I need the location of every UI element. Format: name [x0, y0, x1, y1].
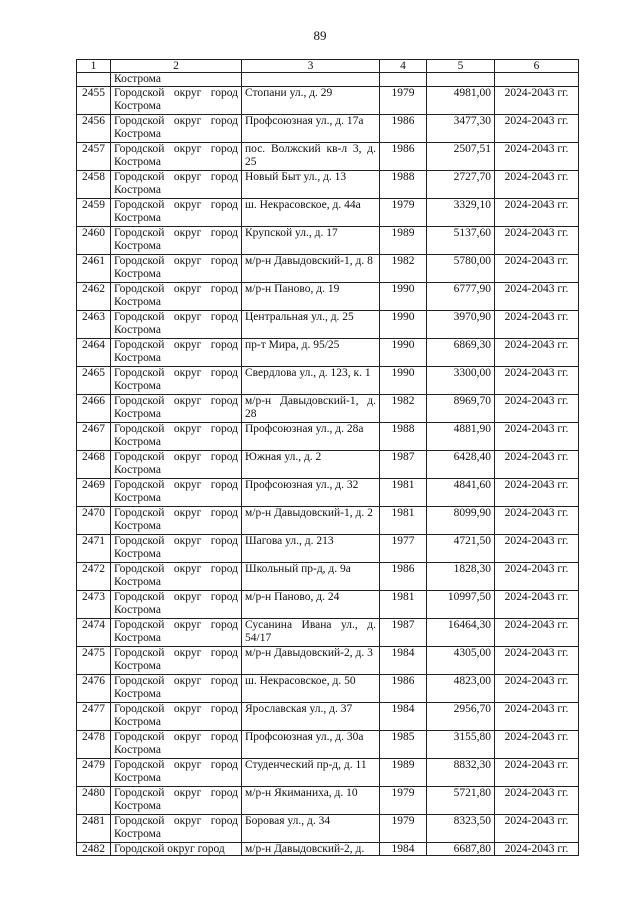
row-number: 2474: [77, 619, 111, 647]
area-cell: 16464,30: [427, 619, 495, 647]
area-cell: 2727,70: [427, 171, 495, 199]
period-cell: 2024-2043 гг.: [495, 255, 579, 283]
table-row: [77, 479, 579, 507]
area-cell: 3477,30: [427, 115, 495, 143]
continuation-text: Кострома: [111, 73, 242, 87]
address-cell: ш. Некрасовское, д. 44а: [242, 199, 380, 227]
year-cell: 1987: [380, 451, 427, 479]
district-cell: Городской округ город Кострома: [111, 143, 242, 171]
address-cell: Студенческий пр-д, д. 11: [242, 759, 380, 787]
year-cell: 1989: [380, 759, 427, 787]
table-row: [77, 815, 579, 843]
period-cell: 2024-2043 гг.: [495, 563, 579, 591]
table-row: [77, 227, 579, 255]
year-cell: 1979: [380, 87, 427, 115]
table-row: [77, 115, 579, 143]
table-row: [77, 703, 579, 731]
area-cell: 4305,00: [427, 647, 495, 675]
table-row: [77, 647, 579, 675]
period-cell: 2024-2043 гг.: [495, 283, 579, 311]
district-cell: Городской округ город Кострома: [111, 759, 242, 787]
table-row: [77, 451, 579, 479]
row-number: 2465: [77, 367, 111, 395]
year-cell: 1986: [380, 675, 427, 703]
address-cell: м/р-н Давыдовский-2, д.: [242, 843, 380, 856]
district-cell: Городской округ город Кострома: [111, 787, 242, 815]
address-cell: Центральная ул., д. 25: [242, 311, 380, 339]
district-cell: Городской округ город Кострома: [111, 535, 242, 563]
column-number: 4: [380, 60, 427, 73]
district-cell: Городской округ город Кострома: [111, 283, 242, 311]
period-cell: 2024-2043 гг.: [495, 143, 579, 171]
year-cell: 1984: [380, 843, 427, 856]
table-row: [77, 731, 579, 759]
row-number: 2479: [77, 759, 111, 787]
district-cell: Городской округ город: [111, 843, 242, 856]
period-cell: 2024-2043 гг.: [495, 423, 579, 451]
district-cell: Городской округ город Кострома: [111, 171, 242, 199]
period-cell: 2024-2043 гг.: [495, 115, 579, 143]
district-cell: Городской округ город Кострома: [111, 87, 242, 115]
row-number: 2456: [77, 115, 111, 143]
period-cell: 2024-2043 гг.: [495, 703, 579, 731]
area-cell: 3329,10: [427, 199, 495, 227]
area-cell: 3970,90: [427, 311, 495, 339]
row-number: 2476: [77, 675, 111, 703]
district-cell: Городской округ город Кострома: [111, 703, 242, 731]
year-cell: 1990: [380, 339, 427, 367]
year-cell: 1990: [380, 367, 427, 395]
area-cell: 5721,80: [427, 787, 495, 815]
address-cell: м/р-н Паново, д. 24: [242, 591, 380, 619]
year-cell: 1989: [380, 227, 427, 255]
year-cell: 1981: [380, 507, 427, 535]
year-cell: 1984: [380, 703, 427, 731]
row-number: 2466: [77, 395, 111, 423]
year-cell: 1979: [380, 787, 427, 815]
period-cell: 2024-2043 гг.: [495, 675, 579, 703]
district-cell: Городской округ город Кострома: [111, 591, 242, 619]
year-cell: 1985: [380, 731, 427, 759]
period-cell: 2024-2043 гг.: [495, 591, 579, 619]
year-cell: 1979: [380, 815, 427, 843]
area-cell: 10997,50: [427, 591, 495, 619]
row-number: 2469: [77, 479, 111, 507]
area-cell: 6869,30: [427, 339, 495, 367]
row-number: 2471: [77, 535, 111, 563]
row-number: 2455: [77, 87, 111, 115]
district-cell: Городской округ город Кострома: [111, 731, 242, 759]
table-row: [77, 339, 579, 367]
area-cell: 2507,51: [427, 143, 495, 171]
year-cell: 1986: [380, 143, 427, 171]
period-cell: 2024-2043 гг.: [495, 759, 579, 787]
address-cell: м/р-н Давыдовский-1, д. 8: [242, 255, 380, 283]
row-number: 2470: [77, 507, 111, 535]
row-number: 2468: [77, 451, 111, 479]
address-cell: ш. Некрасовское, д. 50: [242, 675, 380, 703]
row-number: 2462: [77, 283, 111, 311]
page-number: 89: [313, 28, 327, 43]
row-number: 2458: [77, 171, 111, 199]
year-cell: 1977: [380, 535, 427, 563]
year-cell: 1990: [380, 311, 427, 339]
address-cell: Стопани ул., д. 29: [242, 87, 380, 115]
row-number: 2457: [77, 143, 111, 171]
district-cell: Городской округ город Кострома: [111, 255, 242, 283]
area-cell: 8969,70: [427, 395, 495, 423]
district-cell: Городской округ город Кострома: [111, 395, 242, 423]
period-cell: 2024-2043 гг.: [495, 535, 579, 563]
row-number: 2467: [77, 423, 111, 451]
year-cell: 1981: [380, 591, 427, 619]
district-cell: Городской округ город Кострома: [111, 479, 242, 507]
continuation-row: [77, 73, 579, 87]
table-row: [77, 423, 579, 451]
period-cell: 2024-2043 гг.: [495, 647, 579, 675]
year-cell: 1981: [380, 479, 427, 507]
address-cell: Свердлова ул., д. 123, к. 1: [242, 367, 380, 395]
address-cell: м/р-н Давыдовский-1, д. 2: [242, 507, 380, 535]
area-cell: 6687,80: [427, 843, 495, 856]
period-cell: 2024-2043 гг.: [495, 619, 579, 647]
table-row: [77, 367, 579, 395]
period-cell: 2024-2043 гг.: [495, 367, 579, 395]
area-cell: 3300,00: [427, 367, 495, 395]
district-cell: Городской округ город Кострома: [111, 115, 242, 143]
row-number: 2461: [77, 255, 111, 283]
year-cell: 1988: [380, 423, 427, 451]
period-cell: 2024-2043 гг.: [495, 507, 579, 535]
table-row: [77, 171, 579, 199]
table-row: [77, 563, 579, 591]
period-cell: 2024-2043 гг.: [495, 451, 579, 479]
row-number: 2473: [77, 591, 111, 619]
year-cell: 1982: [380, 255, 427, 283]
table-row: [77, 395, 579, 423]
address-cell: Южная ул., д. 2: [242, 451, 380, 479]
period-cell: 2024-2043 гг.: [495, 815, 579, 843]
table-row: [77, 199, 579, 227]
year-cell: 1986: [380, 563, 427, 591]
address-cell: Сусанина Ивана ул., д. 54/17: [242, 619, 380, 647]
row-number: 2460: [77, 227, 111, 255]
column-number-header: [77, 60, 579, 73]
address-cell: пос. Волжский кв-л 3, д. 25: [242, 143, 380, 171]
period-cell: 2024-2043 гг.: [495, 227, 579, 255]
district-cell: Городской округ город Кострома: [111, 647, 242, 675]
table-row: [77, 591, 579, 619]
row-number: 2477: [77, 703, 111, 731]
address-cell: Профсоюзная ул., д. 28а: [242, 423, 380, 451]
row-number: 2463: [77, 311, 111, 339]
district-cell: Городской округ город Кострома: [111, 339, 242, 367]
address-cell: Ярославская ул., д. 37: [242, 703, 380, 731]
table-row: [77, 255, 579, 283]
address-cell: Профсоюзная ул., д. 17а: [242, 115, 380, 143]
district-cell: Городской округ город Кострома: [111, 311, 242, 339]
period-cell: 2024-2043 гг.: [495, 171, 579, 199]
table-row: [77, 311, 579, 339]
area-cell: 1828,30: [427, 563, 495, 591]
address-cell: м/р-н Паново, д. 19: [242, 283, 380, 311]
area-cell: 3155,80: [427, 731, 495, 759]
column-number: 6: [495, 60, 579, 73]
row-number: 2482: [77, 843, 111, 856]
table-row: [77, 619, 579, 647]
period-cell: 2024-2043 гг.: [495, 87, 579, 115]
table-row: [77, 143, 579, 171]
period-cell: 2024-2043 гг.: [495, 731, 579, 759]
row-number: 2478: [77, 731, 111, 759]
district-cell: Городской округ город Кострома: [111, 507, 242, 535]
row-number: 2475: [77, 647, 111, 675]
district-cell: Городской округ город Кострома: [111, 227, 242, 255]
column-number: 5: [427, 60, 495, 73]
area-cell: 4841,60: [427, 479, 495, 507]
column-number: 2: [111, 60, 242, 73]
area-cell: 4721,50: [427, 535, 495, 563]
district-cell: Городской округ город Кострома: [111, 815, 242, 843]
period-cell: 2024-2043 гг.: [495, 787, 579, 815]
period-cell: 2024-2043 гг.: [495, 199, 579, 227]
area-cell: 5137,60: [427, 227, 495, 255]
table-row: [77, 787, 579, 815]
year-cell: 1986: [380, 115, 427, 143]
table-row: [77, 535, 579, 563]
row-number: 2459: [77, 199, 111, 227]
address-cell: Профсоюзная ул., д. 32: [242, 479, 380, 507]
row-number: 2480: [77, 787, 111, 815]
address-cell: м/р-н Давыдовский-1, д. 28: [242, 395, 380, 423]
address-cell: м/р-н Давыдовский-2, д. 3: [242, 647, 380, 675]
address-cell: Новый Быт ул., д. 13: [242, 171, 380, 199]
address-cell: Шагова ул., д. 213: [242, 535, 380, 563]
year-cell: 1988: [380, 171, 427, 199]
period-cell: 2024-2043 гг.: [495, 339, 579, 367]
column-number: 3: [242, 60, 380, 73]
district-cell: Городской округ город Кострома: [111, 675, 242, 703]
area-cell: 4823,00: [427, 675, 495, 703]
area-cell: 8832,30: [427, 759, 495, 787]
district-cell: Городской округ город Кострома: [111, 563, 242, 591]
district-cell: Городской округ город Кострома: [111, 199, 242, 227]
year-cell: 1979: [380, 199, 427, 227]
address-cell: Крупской ул., д. 17: [242, 227, 380, 255]
period-cell: 2024-2043 гг.: [495, 395, 579, 423]
column-number: 1: [77, 60, 111, 73]
area-cell: 6777,90: [427, 283, 495, 311]
area-cell: 4981,00: [427, 87, 495, 115]
table-row: [77, 675, 579, 703]
address-cell: м/р-н Якиманиха, д. 10: [242, 787, 380, 815]
district-cell: Городской округ город Кострома: [111, 423, 242, 451]
year-cell: 1987: [380, 619, 427, 647]
row-number: 2464: [77, 339, 111, 367]
housing-register-table: [76, 59, 579, 856]
district-cell: Городской округ город Кострома: [111, 619, 242, 647]
address-cell: Боровая ул., д. 34: [242, 815, 380, 843]
table-row: [77, 87, 579, 115]
table-row: [77, 283, 579, 311]
area-cell: 8323,50: [427, 815, 495, 843]
area-cell: 4881,90: [427, 423, 495, 451]
area-cell: 6428,40: [427, 451, 495, 479]
district-cell: Городской округ город Кострома: [111, 451, 242, 479]
row-number: 2472: [77, 563, 111, 591]
period-cell: 2024-2043 гг.: [495, 843, 579, 856]
period-cell: 2024-2043 гг.: [495, 479, 579, 507]
table-row-truncated: [77, 843, 579, 856]
area-cell: 8099,90: [427, 507, 495, 535]
year-cell: 1984: [380, 647, 427, 675]
address-cell: пр-т Мира, д. 95/25: [242, 339, 380, 367]
area-cell: 2956,70: [427, 703, 495, 731]
table-row: [77, 759, 579, 787]
address-cell: Школьный пр-д, д. 9а: [242, 563, 380, 591]
year-cell: 1990: [380, 283, 427, 311]
district-cell: Городской округ город Кострома: [111, 367, 242, 395]
year-cell: 1982: [380, 395, 427, 423]
address-cell: Профсоюзная ул., д. 30а: [242, 731, 380, 759]
table-row: [77, 507, 579, 535]
period-cell: 2024-2043 гг.: [495, 311, 579, 339]
row-number: 2481: [77, 815, 111, 843]
area-cell: 5780,00: [427, 255, 495, 283]
